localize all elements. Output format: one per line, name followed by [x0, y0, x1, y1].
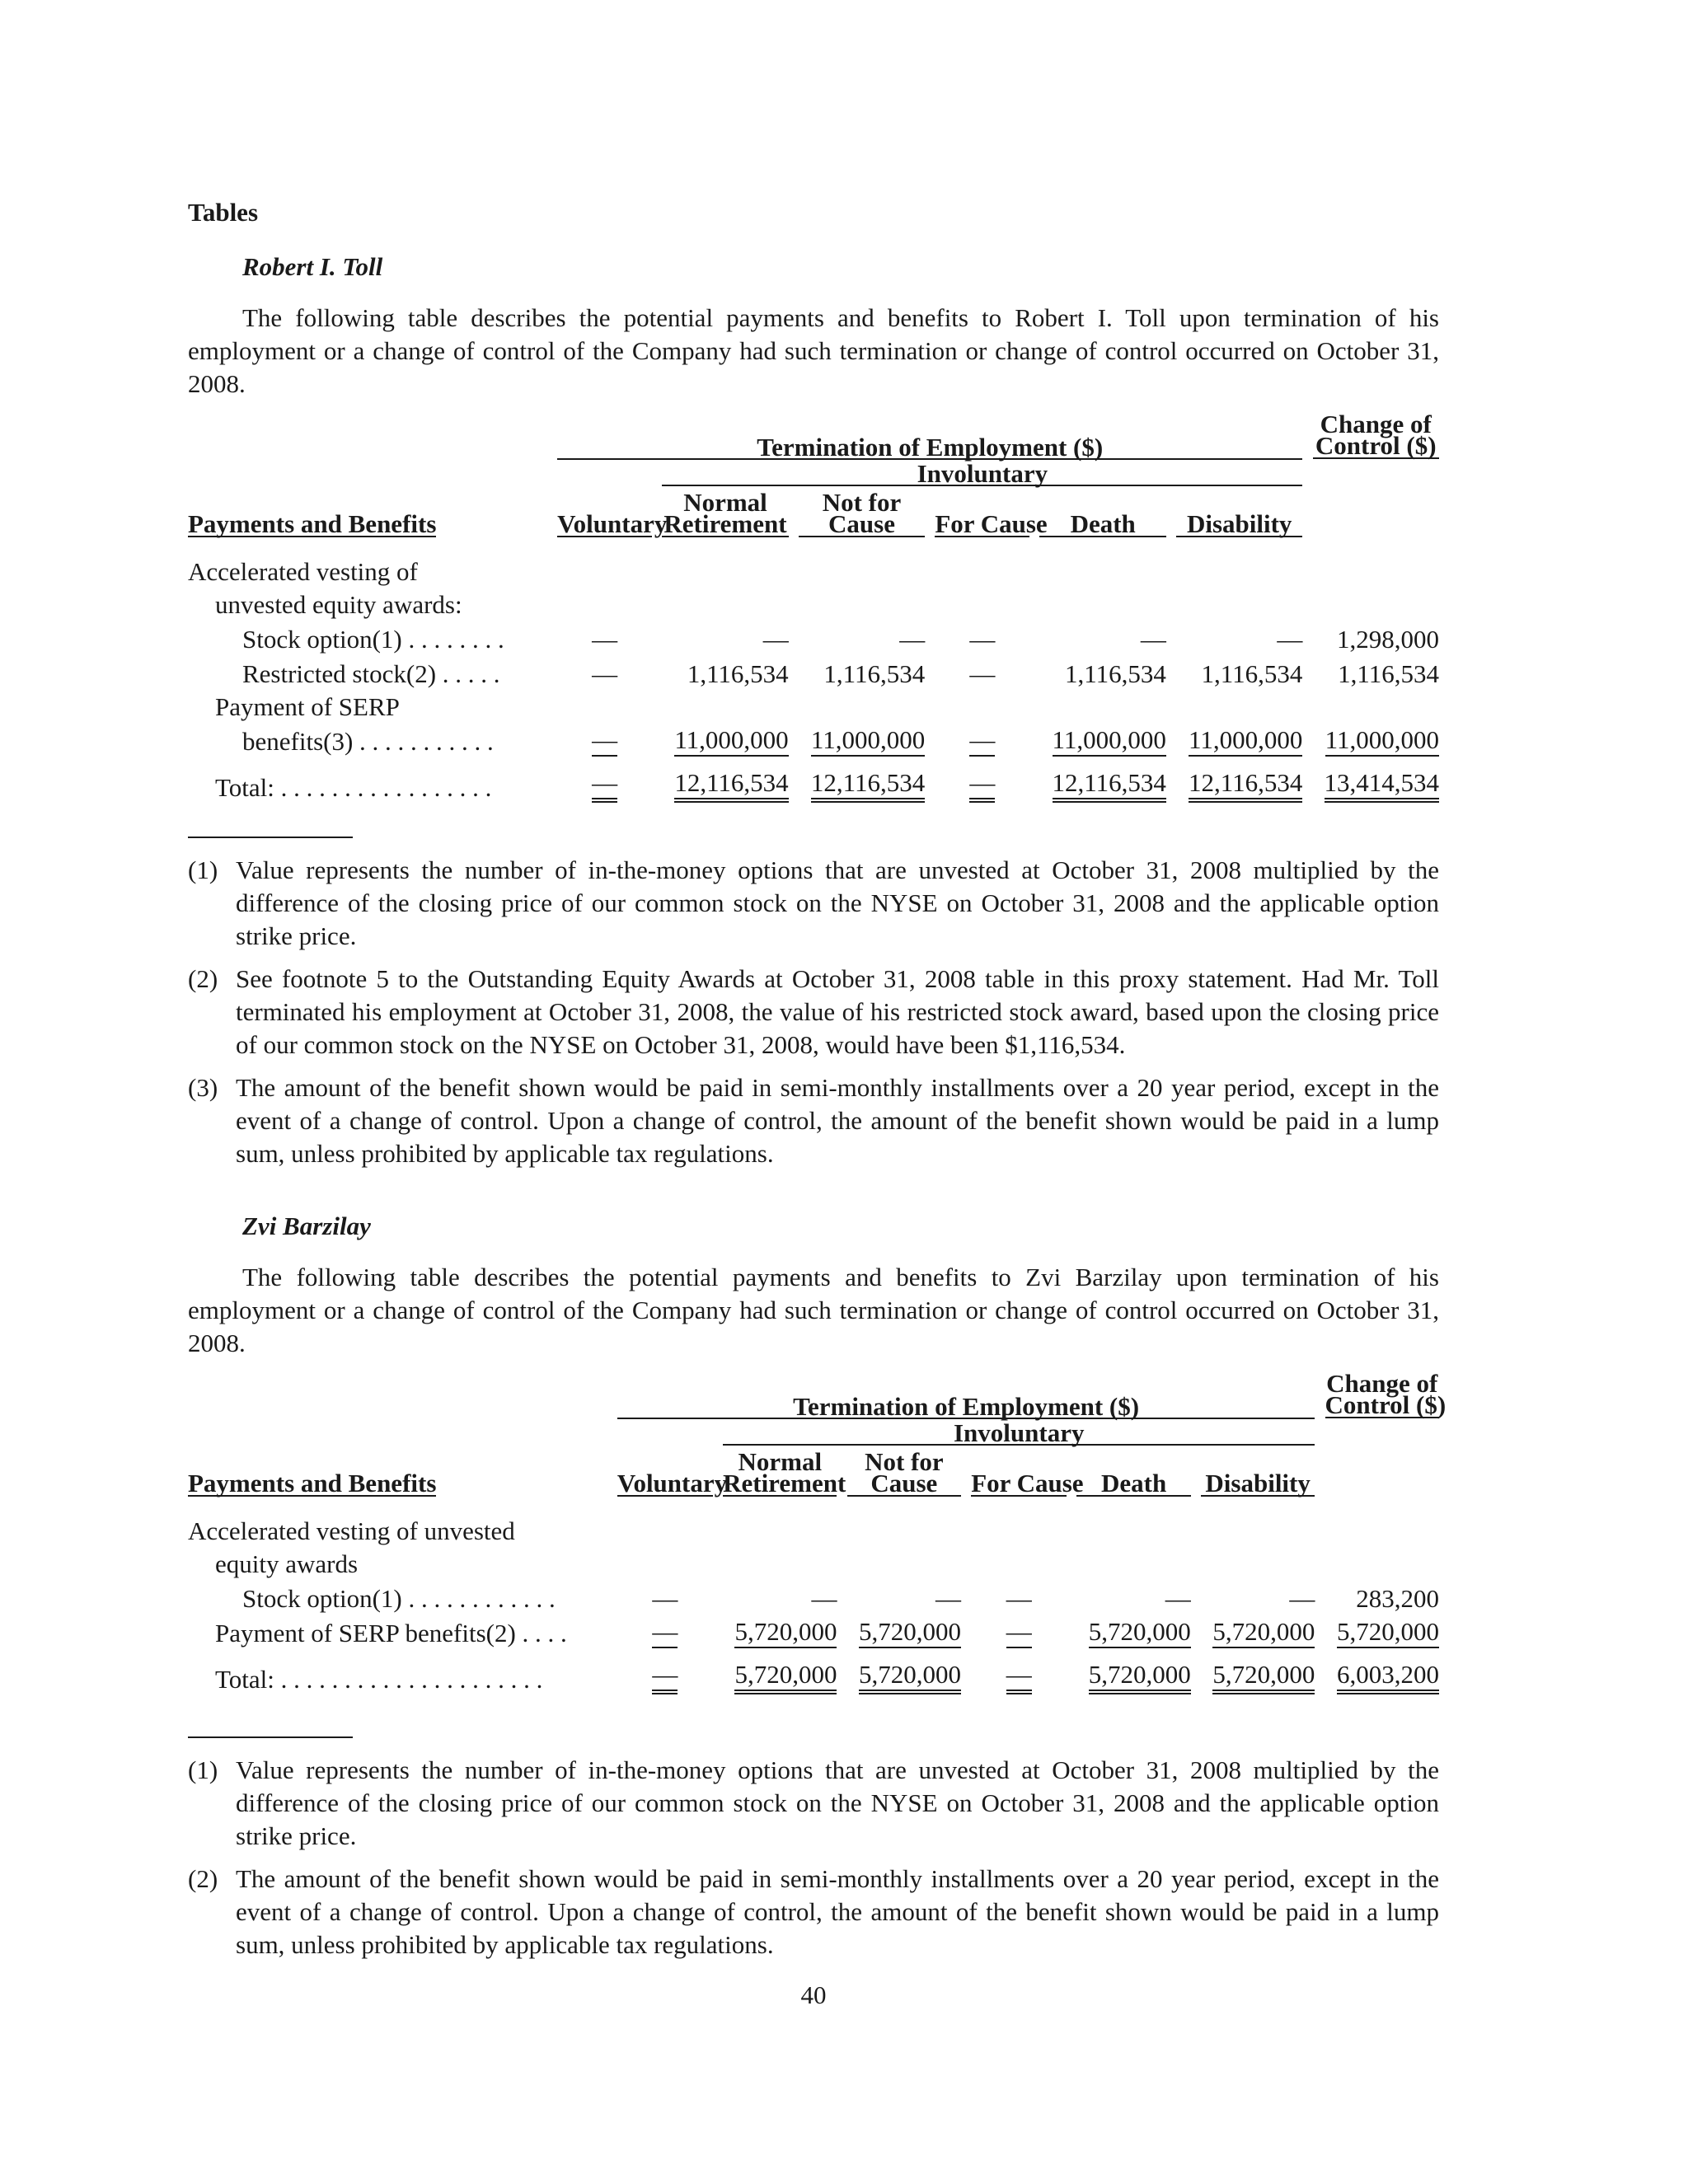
cell-death: — — [1165, 1584, 1191, 1613]
person-heading-barzilay: Zvi Barzilay — [242, 1212, 371, 1240]
cell-for-cause: — — [969, 768, 995, 803]
header-death: Death — [1039, 513, 1165, 537]
header-involuntary: Involuntary — [662, 459, 1302, 485]
payments-table-toll — [188, 410, 1439, 803]
table-row — [188, 1546, 1439, 1579]
footnote-mark: (2) — [188, 1864, 218, 1893]
footnote-text: The amount of the benefit shown would be paid in semi-monthly installments over a 20 year period, except in the event of a change of control. Upon a change of control, the amount of the benefit shown would be paid in a lump sum, unless prohibited by applicable tax regulations. — [236, 1864, 1439, 1959]
cell-normal-retirement: 1,116,534 — [687, 659, 789, 688]
cell-not-for-cause: 1,116,534 — [823, 659, 926, 688]
header-termination-group: Termination of Employment ($) — [557, 435, 1302, 459]
cell-disability: — — [1277, 625, 1303, 654]
row-label: Total: . . . . . . . . . . . . . . . . . . . . . — [215, 1665, 543, 1694]
table-row-total — [188, 1658, 1439, 1694]
header-change-of: Change of — [1326, 1369, 1438, 1398]
cell-voluntary: — — [592, 725, 617, 757]
cell-death: — — [1140, 625, 1166, 654]
footnote-text: Value represents the number of in-the-money options that are unvested at October 31, 2008 multiplied by the difference of the closing price of our common stock on the NYSE on October 31, 2008 and the applicable option strike price. — [236, 1755, 1439, 1850]
cell-for-cause: — — [1006, 1584, 1032, 1613]
cell-not-for-cause: 5,720,000 — [859, 1660, 961, 1694]
cell-death: 11,000,000 — [1053, 725, 1166, 757]
cell-disability: 12,116,534 — [1189, 768, 1302, 803]
cell-change-of-control: 5,720,000 — [1337, 1617, 1439, 1648]
cell-normal-retirement: 12,116,534 — [674, 768, 788, 803]
header-control: Control ($) — [1325, 1390, 1447, 1419]
header-row-3 — [188, 459, 1439, 485]
cell-normal-retirement: — — [811, 1584, 837, 1613]
table-row — [188, 554, 1439, 587]
row-label: Accelerated vesting of unvested — [188, 1516, 515, 1545]
header-voluntary: Voluntary — [617, 1469, 728, 1497]
cell-disability: 1,116,534 — [1201, 659, 1303, 688]
header-payments-and-benefits: Payments and Benefits — [188, 1469, 437, 1497]
table-row-total — [188, 766, 1439, 803]
cell-normal-retirement: — — [762, 625, 789, 654]
header-voluntary: Voluntary — [557, 509, 668, 538]
footnote-mark: (2) — [188, 964, 218, 993]
header-normal: Normal — [683, 488, 767, 517]
row-label: Stock option(1) . . . . . . . . — [242, 625, 504, 654]
header-normal: Normal — [738, 1447, 823, 1476]
header-for-cause: For Cause — [971, 1469, 1084, 1497]
footnote-mark: (1) — [188, 855, 218, 884]
header-disability: Disability — [1176, 513, 1302, 537]
footnote-mark: (1) — [188, 1755, 218, 1784]
cell-voluntary: — — [652, 1617, 678, 1648]
cell-disability: 11,000,000 — [1189, 725, 1302, 757]
cell-change-of-control: 6,003,200 — [1337, 1660, 1439, 1694]
cell-not-for-cause: 5,720,000 — [859, 1617, 961, 1648]
header-row-2 — [188, 1394, 1439, 1418]
cell-not-for-cause: — — [935, 1584, 962, 1613]
footnote-divider — [188, 837, 353, 838]
header-row-3 — [188, 1418, 1439, 1445]
header-row-2 — [188, 435, 1439, 459]
cell-for-cause: — — [969, 625, 996, 654]
table-row — [188, 587, 1439, 620]
cell-death: 1,116,534 — [1065, 659, 1166, 688]
cell-for-cause: — — [969, 659, 996, 688]
header-not-for: Not for — [865, 1447, 944, 1476]
cell-disability: 5,720,000 — [1212, 1617, 1315, 1648]
cell-normal-retirement: 11,000,000 — [674, 725, 788, 757]
footnote-1 — [188, 854, 1439, 953]
cell-voluntary: — — [592, 768, 617, 803]
header-retirement: Retirement — [723, 1469, 846, 1497]
footnote-divider — [188, 1736, 353, 1738]
cell-voluntary: — — [652, 1584, 678, 1613]
row-label: equity awards — [215, 1549, 359, 1578]
cell-voluntary: — — [592, 625, 618, 654]
header-disability: Disability — [1201, 1473, 1315, 1497]
table-row — [188, 1579, 1439, 1614]
cell-change-of-control: 1,116,534 — [1338, 659, 1439, 688]
row-label: unvested equity awards: — [215, 590, 462, 619]
header-termination-group: Termination of Employment ($) — [617, 1394, 1315, 1418]
footnote-2 — [188, 1863, 1439, 1961]
cell-not-for-cause: — — [899, 625, 926, 654]
cell-voluntary: — — [592, 659, 618, 688]
cell-death: 5,720,000 — [1089, 1660, 1191, 1694]
cell-normal-retirement: 5,720,000 — [734, 1617, 837, 1648]
person-heading-toll: Robert I. Toll — [242, 252, 383, 281]
header-control: Control ($) — [1313, 435, 1440, 459]
table-row — [188, 689, 1439, 722]
row-label: benefits(3) . . . . . . . . . . . — [242, 727, 494, 756]
cell-voluntary: — — [652, 1660, 678, 1694]
footnote-mark: (3) — [188, 1073, 218, 1102]
header-cause: Cause — [799, 513, 925, 537]
header-involuntary: Involuntary — [723, 1418, 1315, 1445]
cell-not-for-cause: 12,116,534 — [811, 768, 925, 803]
cell-disability: 5,720,000 — [1212, 1660, 1315, 1694]
cell-normal-retirement: 5,720,000 — [734, 1660, 837, 1694]
row-label: Accelerated vesting of — [188, 557, 418, 586]
payments-table-barzilay — [188, 1369, 1447, 1694]
footnote-text: The amount of the benefit shown would be paid in semi-monthly installments over a 20 year period, except in the event of a change of control. Upon a change of control, the amount of the benefit shown would be paid in a lump sum, unless prohibited by applicable tax regulations. — [236, 1073, 1439, 1168]
cell-change-of-control: 283,200 — [1356, 1584, 1439, 1613]
row-label: Payment of SERP — [215, 692, 400, 721]
cell-for-cause: — — [1006, 1617, 1032, 1648]
cell-death: 5,720,000 — [1089, 1617, 1191, 1648]
footnote-1 — [188, 1754, 1439, 1853]
cell-for-cause: — — [969, 725, 995, 757]
intro-paragraph-barzilay: The following table describes the potential payments and benefits to Zvi Barzilay upon termination of his employment or a change of control of the Company had such termination or change of control occurred on October 31, 2008. — [188, 1263, 1439, 1357]
header-cause: Cause — [847, 1473, 961, 1497]
cell-change-of-control: 1,298,000 — [1337, 625, 1439, 654]
footnote-3 — [188, 1071, 1439, 1170]
row-label: Payment of SERP benefits(2) . . . . — [215, 1619, 567, 1647]
cell-not-for-cause: 11,000,000 — [811, 725, 925, 757]
header-payments-and-benefits: Payments and Benefits — [188, 509, 437, 538]
table-row — [188, 620, 1439, 654]
row-label: Total: . . . . . . . . . . . . . . . . . — [215, 773, 492, 802]
table-row — [188, 1513, 1439, 1546]
intro-paragraph-toll: The following table describes the potential payments and benefits to Robert I. Toll upon termination of his employment or a change of control of the Company had such termination or change of control occurred on October 31, 2008. — [188, 303, 1439, 398]
header-for-cause: For Cause — [935, 509, 1048, 538]
cell-disability: — — [1289, 1584, 1315, 1613]
footnote-2 — [188, 963, 1439, 1062]
header-row-5 — [188, 513, 1439, 537]
table-row — [188, 722, 1439, 757]
table-row — [188, 1614, 1439, 1648]
row-label: Stock option(1) . . . . . . . . . . . . — [242, 1584, 556, 1613]
page-number: 40 — [800, 1980, 827, 2009]
header-death: Death — [1076, 1473, 1190, 1497]
header-not-for: Not for — [822, 488, 902, 517]
section-heading: Tables — [188, 198, 259, 227]
cell-change-of-control: 11,000,000 — [1325, 725, 1439, 757]
footnote-text: See footnote 5 to the Outstanding Equity Awards at October 31, 2008 table in this proxy statement. Had Mr. Toll terminated his employment at October 31, 2008, the value of his restricted stock award, based upon the closing price of our common stock on the NYSE on October 31, 2008, would have been $1,116,534. — [236, 964, 1439, 1059]
row-label: Restricted stock(2) . . . . . — [242, 659, 500, 688]
cell-change-of-control: 13,414,534 — [1325, 768, 1440, 803]
cell-death: 12,116,534 — [1053, 768, 1166, 803]
footnote-text: Value represents the number of in-the-money options that are unvested at October 31, 2008 multiplied by the difference of the closing price of our common stock on the NYSE on October 31, 2008 and the applicable option strike price. — [236, 855, 1439, 950]
table-row — [188, 654, 1439, 689]
header-row-5 — [188, 1473, 1439, 1497]
cell-for-cause: — — [1006, 1660, 1032, 1694]
header-retirement: Retirement — [662, 513, 788, 537]
header-change-of: Change of — [1320, 410, 1432, 438]
